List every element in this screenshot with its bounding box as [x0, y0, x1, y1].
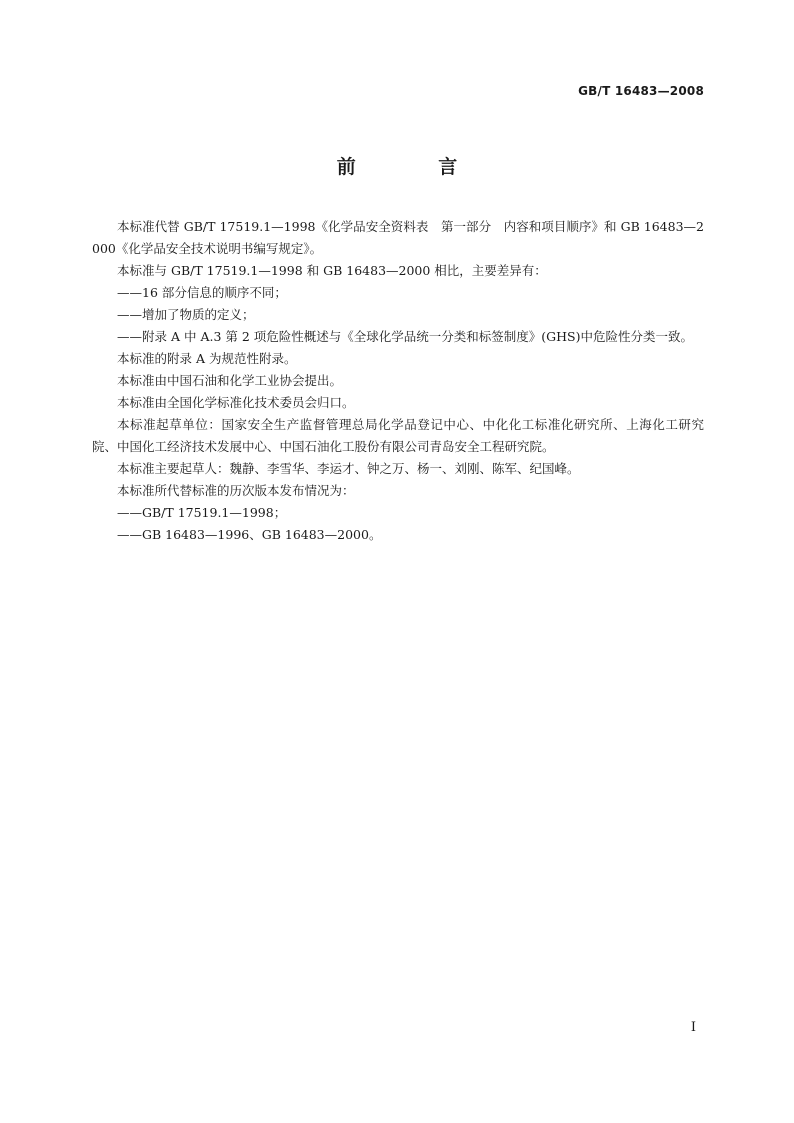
list-item: [92, 282, 704, 304]
paragraph-drafting-units: 本标准起草单位：国家安全生产监督管理总局化学品登记中心、中化化工标准化研究所、上海化工研究院、中国化工经济技术发展中心、中国石油化工股份有限公司青岛安全工程研究院。: [92, 417, 704, 454]
dash-marker: ——: [117, 285, 142, 300]
list-item-text: 附录 A 中 A.3 第 2 项危险性概述与《全球化学品统一分类和标签制度》(GHS)中危险性分类一致。: [142, 329, 693, 344]
paragraph-proposer: 本标准由中国石油和化学工业协会提出。: [117, 373, 343, 388]
list-item: [92, 502, 704, 524]
standard-code: GB/T 16483—2008: [578, 84, 704, 98]
paragraph-history-intro: 本标准所代替标准的历次版本发布情况为：: [117, 483, 355, 498]
paragraph-drafters: 本标准主要起草人：魏静、李雪华、李运才、钟之万、杨一、刘刚、陈军、纪国峰。: [117, 461, 580, 476]
dash-marker: ——: [117, 505, 142, 520]
list-item-text: GB 16483—1996、GB 16483—2000。: [142, 527, 382, 542]
list-item: [92, 304, 704, 326]
dash-marker: ——: [117, 307, 142, 322]
dash-marker: ——: [117, 527, 142, 542]
paragraph-annex: 本标准的附录 A 为规范性附录。: [117, 351, 297, 366]
list-item: [92, 524, 704, 546]
list-item-text: 16 部分信息的顺序不同；: [142, 285, 287, 300]
foreword-body: [92, 216, 704, 546]
page-number: I: [690, 1020, 696, 1035]
list-item: [92, 326, 704, 348]
paragraph-committee: 本标准由全国化学标准化技术委员会归口。: [117, 395, 355, 410]
paragraph-differences-intro: 本标准与 GB/T 17519.1—1998 和 GB 16483—2000 相比，主要差异有：: [117, 263, 547, 278]
list-item-text: GB/T 17519.1—1998；: [142, 505, 287, 520]
dash-marker: ——: [117, 329, 142, 344]
page-title: 前 言: [336, 156, 496, 178]
list-item-text: 增加了物质的定义；: [142, 307, 255, 322]
paragraph-replacement: 本标准代替 GB/T 17519.1—1998《化学品安全资料表 第一部分 内容和项目顺序》和 GB 16483—2000《化学品安全技术说明书编写规定》。: [92, 219, 704, 256]
